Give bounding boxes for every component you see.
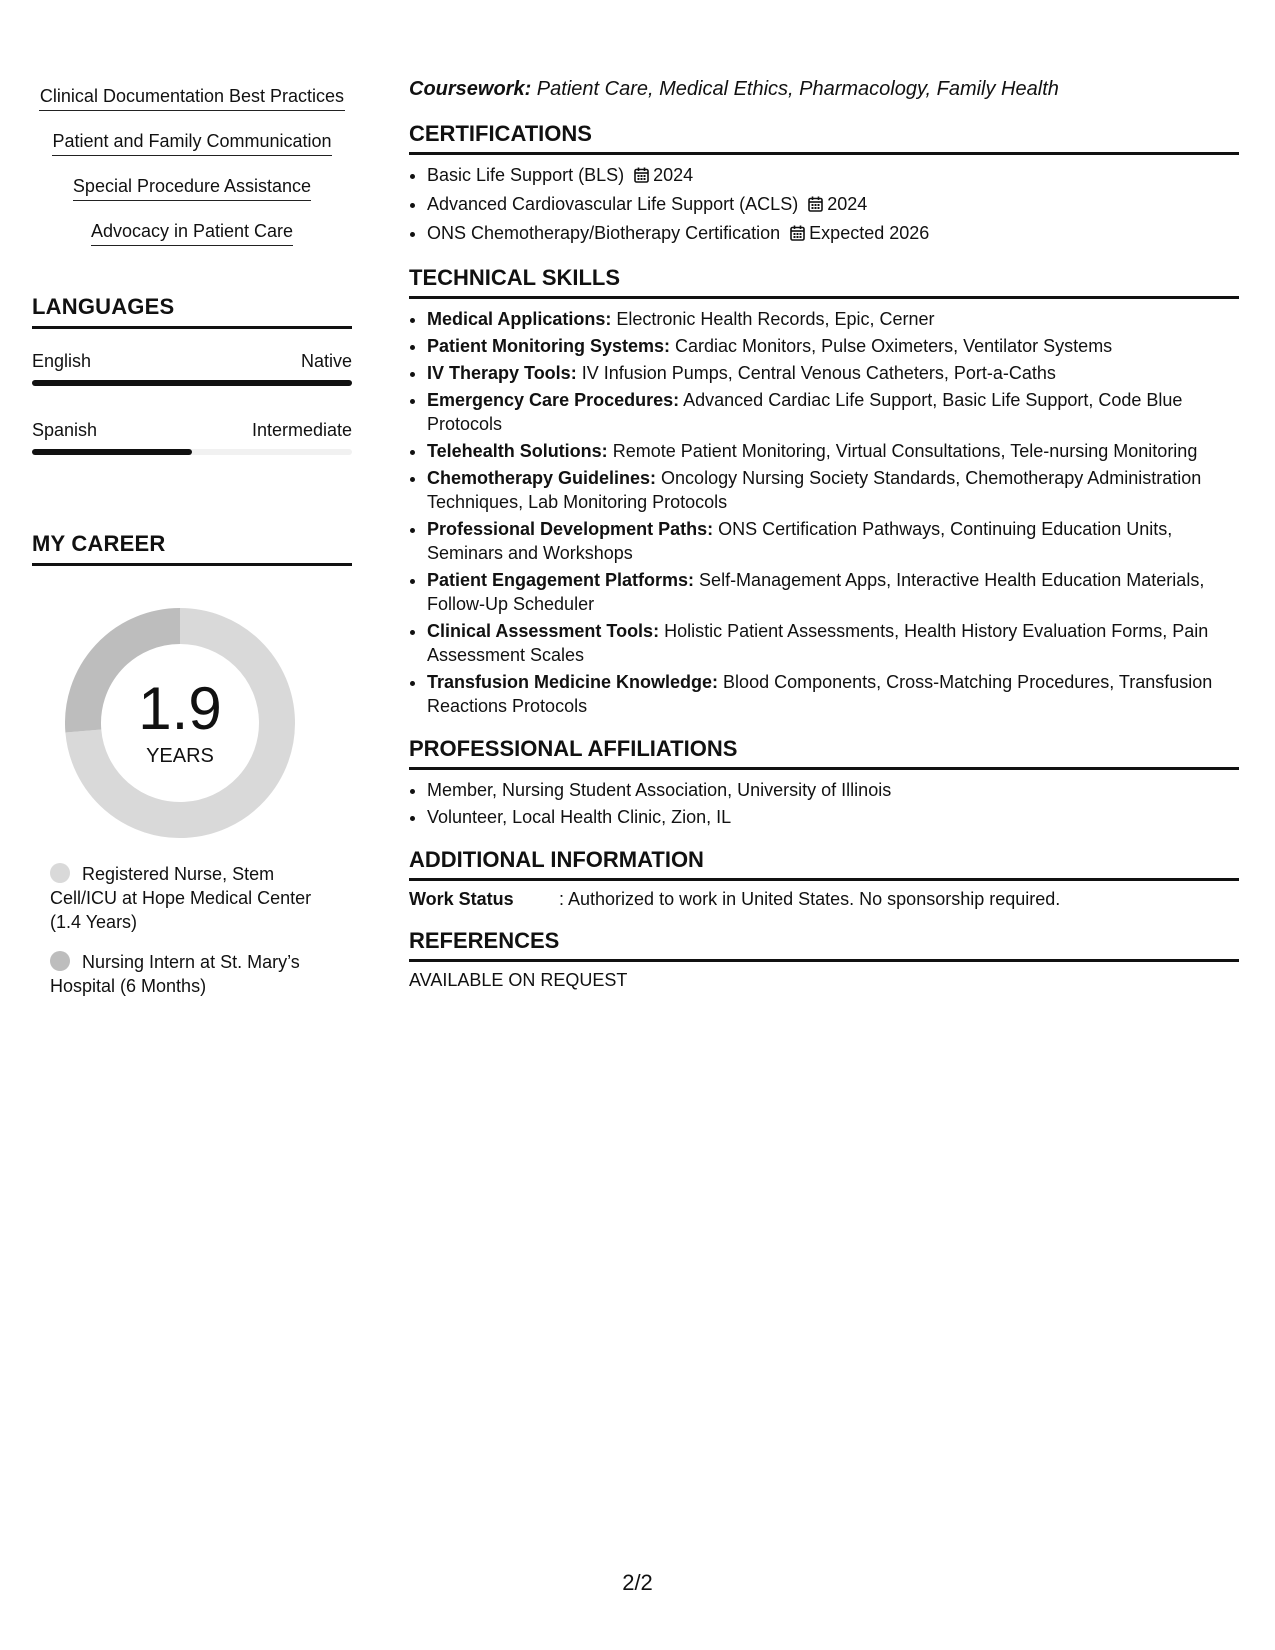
affiliation-item: • Volunteer, Local Health Clinic, Zion, IL — [427, 805, 1239, 829]
certifications-heading: CERTIFICATIONS — [409, 121, 1239, 155]
certification-item — [427, 192, 1239, 218]
left-column — [32, 84, 352, 998]
skill-tag — [32, 84, 352, 111]
language-row — [32, 420, 352, 441]
affiliations-heading: PROFESSIONAL AFFILIATIONS — [409, 736, 1239, 770]
certification-item — [427, 163, 1239, 189]
work-status-row — [409, 889, 1239, 910]
skill-details: Self-Management Apps, Interactive Health Education Materials, Follow-Up Scheduler — [427, 570, 1205, 614]
skill-details: Advanced Cardiac Life Support, Basic Life Support, Code Blue Protocols — [427, 390, 1183, 434]
skill-details: Holistic Patient Assessments, Health History Evaluation Forms, Pain Assessment Scales — [427, 621, 1209, 665]
language-bar — [32, 449, 352, 455]
skill-category: Patient Monitoring Systems: — [427, 336, 671, 356]
technical-skills-heading: TECHNICAL SKILLS — [409, 265, 1239, 299]
skill-tag — [32, 174, 352, 201]
certifications-list — [409, 163, 1239, 247]
skill-details: Blood Components, Cross-Matching Procedures, Transfusion Reactions Protocols — [427, 672, 1213, 716]
career-heading: MY CAREER — [32, 531, 352, 566]
skill-tag — [32, 219, 352, 246]
career-unit-label: YEARS — [146, 744, 214, 767]
skill-details: Oncology Nursing Society Standards, Chemotherapy Administration Techniques, Lab Monitoring Protocols — [427, 468, 1202, 512]
languages-heading: LANGUAGES — [32, 294, 352, 329]
career-donut-chart — [65, 608, 295, 838]
technical-skill-item — [427, 568, 1239, 616]
career-item — [50, 950, 340, 998]
technical-skills-list — [409, 307, 1239, 718]
certification-item — [427, 221, 1239, 247]
calendar-icon — [634, 165, 649, 189]
skill-category: Telehealth Solutions: — [427, 441, 608, 461]
affiliation-item: • Member, Nursing Student Association, University of Illinois — [427, 778, 1239, 802]
references-heading: REFERENCES — [409, 928, 1239, 962]
technical-skill-item — [427, 307, 1239, 331]
languages-list — [32, 351, 352, 455]
work-status-label: Work Status — [409, 889, 514, 909]
skill-tag-label: Patient and Family Communication — [52, 129, 331, 156]
calendar-icon — [808, 194, 823, 218]
language-level: Intermediate — [251, 420, 352, 440]
career-total-years: 1.9 — [138, 674, 222, 742]
language-bar — [32, 380, 352, 386]
technical-skill-item — [427, 388, 1239, 436]
skill-tag — [32, 129, 352, 156]
coursework-label: Coursework: — [409, 78, 532, 100]
language-bar-fill — [32, 380, 352, 386]
language-level: Native — [300, 351, 352, 371]
skill-category: Clinical Assessment Tools: — [427, 621, 660, 641]
technical-skill-item — [427, 517, 1239, 565]
skill-category: Chemotherapy Guidelines: — [427, 468, 657, 488]
skill-tag-label: Clinical Documentation Best Practices — [39, 84, 345, 111]
certification-name: Basic Life Support (BLS) — [427, 165, 625, 185]
career-color-dot — [50, 863, 70, 883]
page-number: 2/2 — [622, 1570, 653, 1595]
skill-category: Emergency Care Procedures: — [427, 390, 680, 410]
technical-skill-item — [427, 439, 1239, 463]
technical-skill-item — [427, 466, 1239, 514]
references-text: AVAILABLE ON REQUEST — [409, 970, 628, 990]
career-item — [50, 862, 340, 934]
skill-tags — [32, 84, 352, 246]
career-legend — [32, 862, 352, 998]
career-item-text: Nursing Intern at St. Mary’s Hospital (6 Months) — [50, 952, 300, 996]
skill-category: Professional Development Paths: — [427, 519, 714, 539]
certification-date: Expected 2026 — [809, 223, 930, 243]
career-item-text: Registered Nurse, Stem Cell/ICU at Hope Medical Center (1.4 Years) — [50, 864, 312, 932]
language-bar-fill — [32, 449, 192, 455]
additional-info-heading: ADDITIONAL INFORMATION — [409, 847, 1239, 881]
certification-name: ONS Chemotherapy/Biotherapy Certification — [427, 223, 781, 243]
technical-skill-item — [427, 334, 1239, 358]
skill-details: ONS Certification Pathways, Continuing Education Units, Seminars and Workshops — [427, 519, 1173, 563]
certification-date: 2024 — [653, 165, 694, 185]
language-name: Spanish — [32, 420, 98, 440]
skill-details: Remote Patient Monitoring, Virtual Consultations, Tele-nursing Monitoring — [607, 441, 1198, 461]
work-status-text: : Authorized to work in United States. No sponsorship required. — [559, 889, 1061, 909]
coursework-text: Patient Care, Medical Ethics, Pharmacology, Family Health — [531, 78, 1059, 100]
skill-details: Cardiac Monitors, Pulse Oximeters, Ventilator Systems — [670, 336, 1113, 356]
skill-tag-label: Advocacy in Patient Care — [91, 219, 293, 246]
coursework-line — [409, 78, 1239, 101]
language-row — [32, 351, 352, 372]
skill-details: IV Infusion Pumps, Central Venous Catheters, Port-a-Caths — [576, 363, 1056, 383]
career-color-dot — [50, 951, 70, 971]
certification-date: 2024 — [827, 194, 868, 214]
skill-category: Medical Applications: — [427, 309, 612, 329]
skill-details: Electronic Health Records, Epic, Cerner — [611, 309, 935, 329]
technical-skill-item — [427, 670, 1239, 718]
skill-category: IV Therapy Tools: — [427, 363, 577, 383]
right-column — [409, 78, 1239, 991]
certification-name: Advanced Cardiovascular Life Support (ACLS) — [427, 194, 799, 214]
skill-category: Patient Engagement Platforms: — [427, 570, 695, 590]
technical-skill-item — [427, 361, 1239, 385]
technical-skill-item — [427, 619, 1239, 667]
calendar-icon — [790, 223, 805, 247]
skill-tag-label: Special Procedure Assistance — [73, 174, 311, 201]
skill-category: Transfusion Medicine Knowledge: — [427, 672, 719, 692]
affiliations-list — [409, 778, 1239, 829]
language-name: English — [32, 351, 92, 371]
